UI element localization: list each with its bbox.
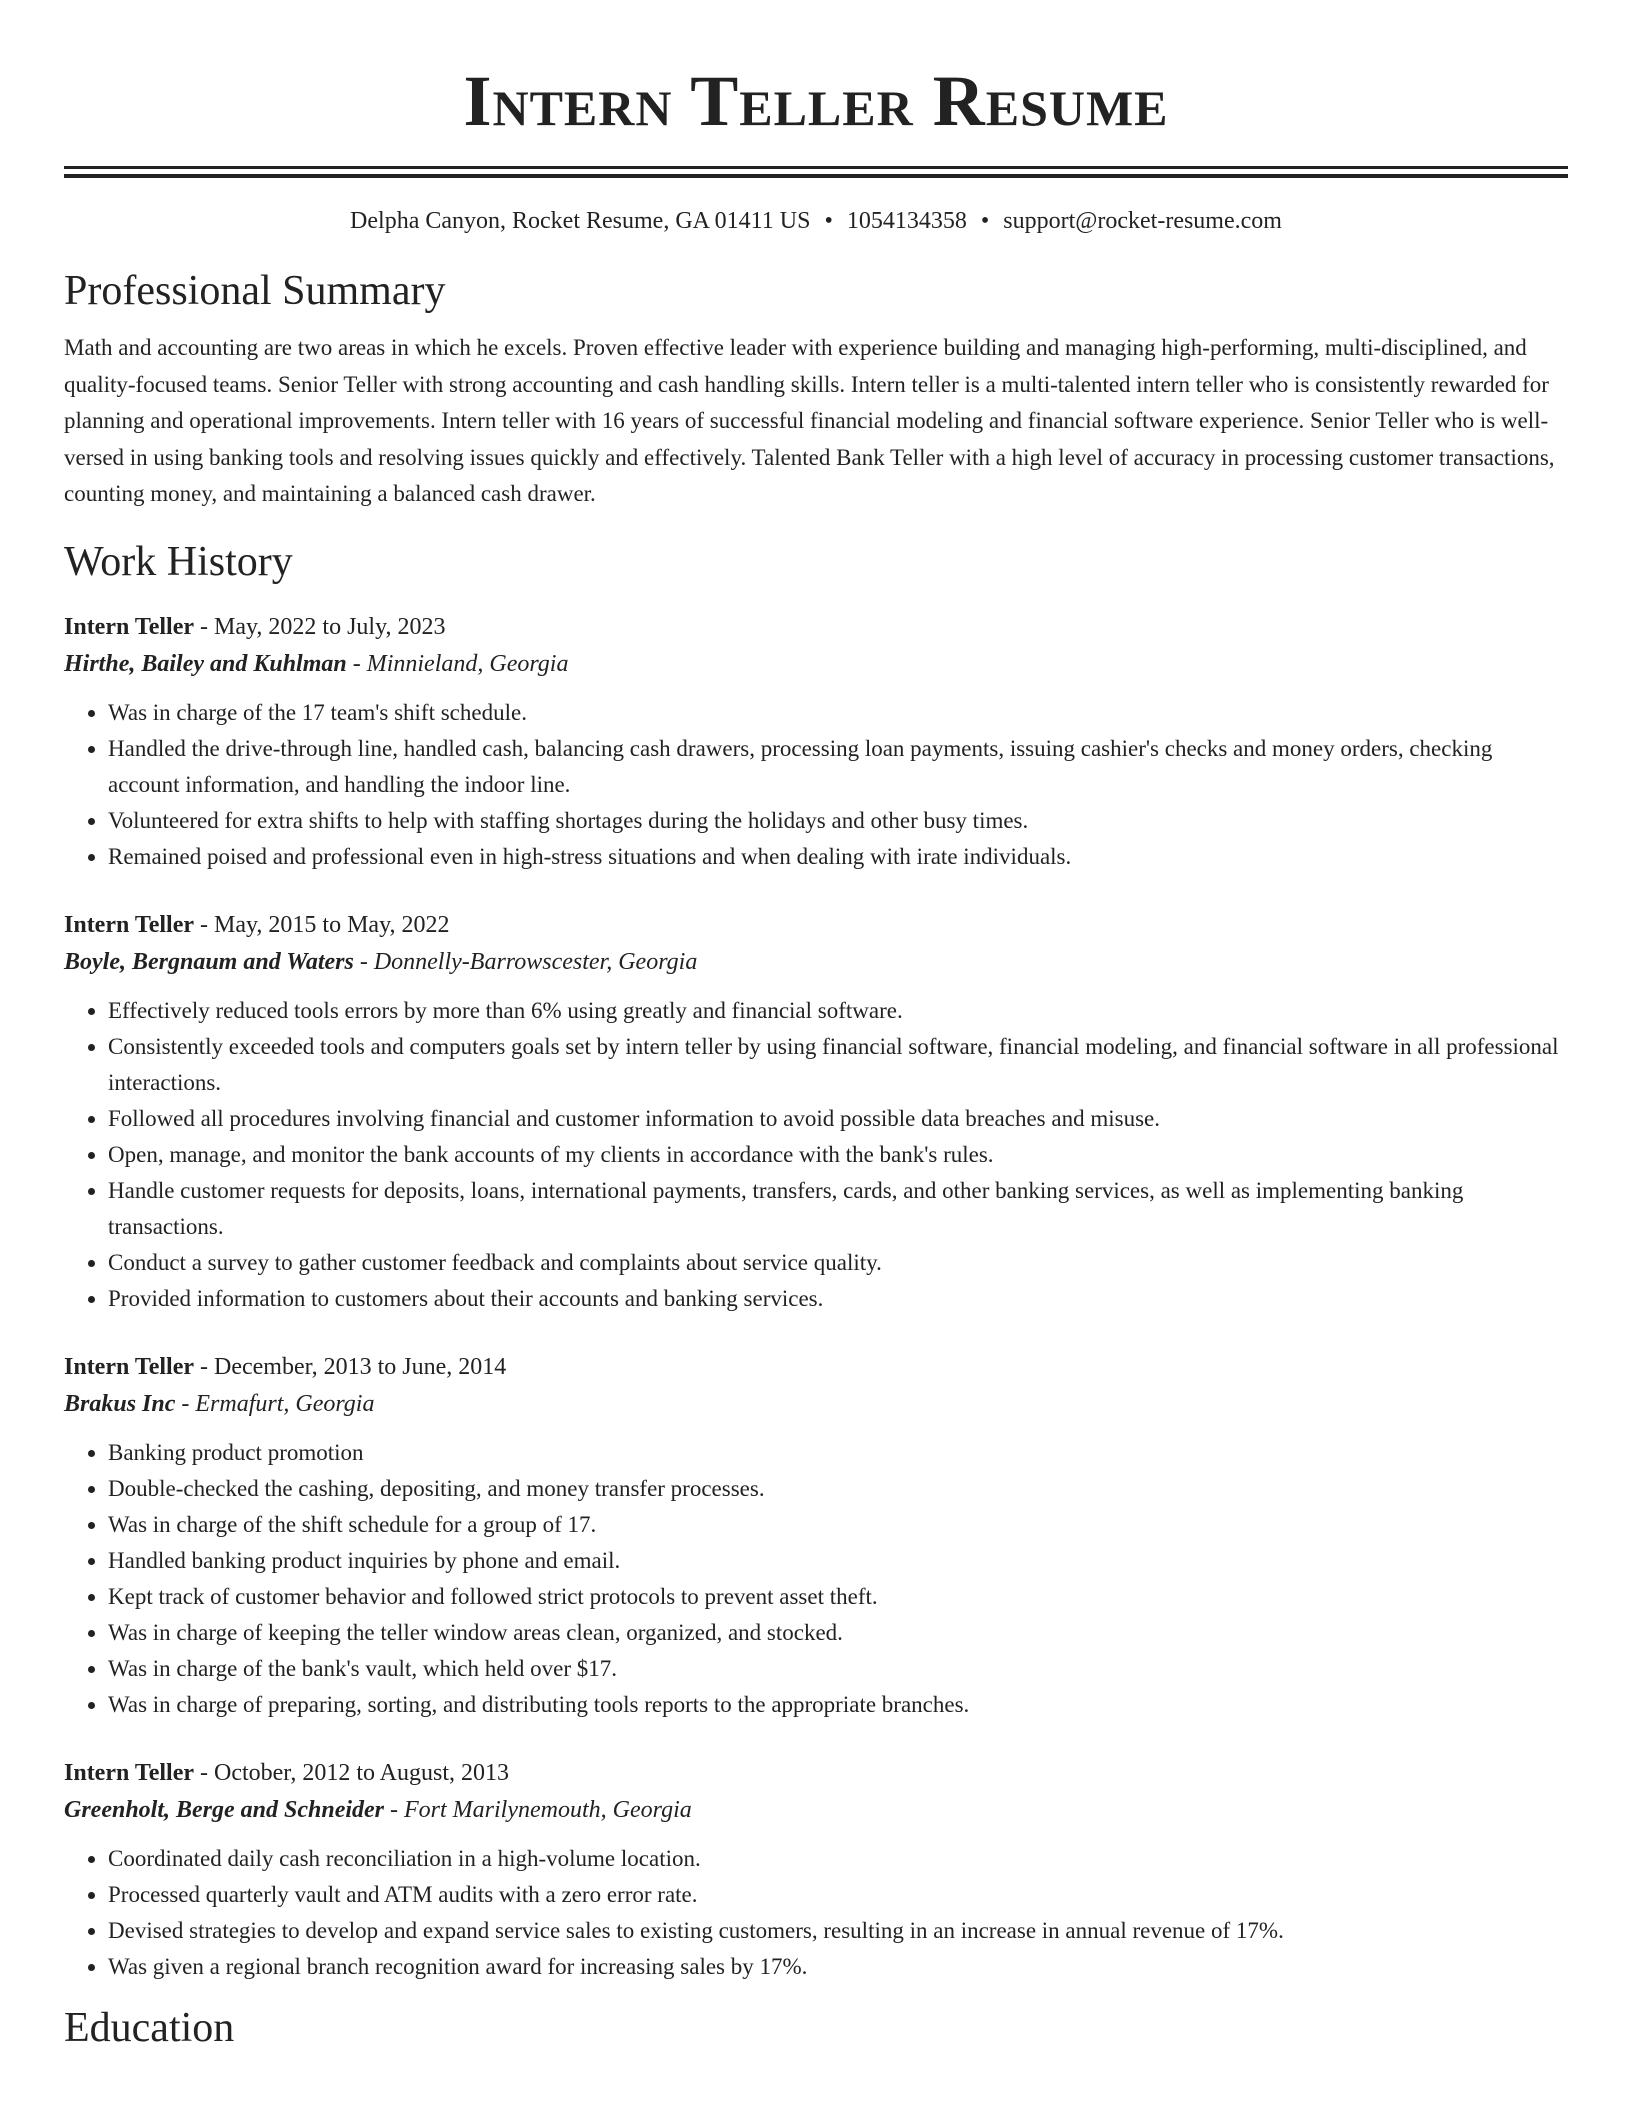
list-item: • Handled the drive-through line, handled cash, balancing cash drawers, processing loan payments, issuing cashier's checks and money orders, checking account information, and handling the indoor line. [108,731,1568,803]
title-rule-top [64,166,1568,169]
job-location: - Minnieland, Georgia [346,650,569,677]
job-role: Intern Teller [64,1353,194,1380]
list-item: • Effectively reduced tools errors by more than 6% using greatly and financial software. [108,993,1568,1029]
job-dates: - December, 2013 to June, 2014 [194,1353,507,1380]
list-item: • Processed quarterly vault and ATM audits with a zero error rate. [108,1877,1568,1913]
list-item: • Was in charge of the shift schedule for a group of 17. [108,1507,1568,1543]
job-entry [64,1755,1568,1985]
job-role: Intern Teller [64,1759,194,1786]
summary-text: Math and accounting are two areas in which he excels. Proven effective leader with experience building and managing high-performing, multi-disciplined, and quality-focused teams. Senior Teller with strong accounting and cash handling skills. Intern teller is a multi-talented intern teller who is consistently rewarded for planning and operational improvements. Intern teller with 16 years of successful financial modeling and financial software experience. Senior Teller who is well-versed in using banking tools and resolving issues quickly and effectively. Talented Bank Teller with a high level of accuracy in processing customer transactions, counting money, and maintaining a balanced cash drawer. [64,335,1555,506]
list-item: • Handle customer requests for deposits, loans, international payments, transfers, cards, and other banking services, as well as implementing banking transactions. [108,1173,1568,1245]
contact-email: support@rocket-resume.com [1003,208,1282,234]
job-company: Brakus Inc [64,1390,176,1417]
job-company-line [64,645,1568,683]
job-title-line [64,609,1568,645]
list-item: • Remained poised and professional even in high-stress situations and when dealing with irate individuals. [108,839,1568,875]
education-heading: Education [64,2004,235,2051]
summary-heading: Professional Summary [64,268,446,314]
job-bullets [64,1435,1568,1723]
list-item: • Conduct a survey to gather customer feedback and complaints about service quality. [108,1245,1568,1281]
list-item: • Was in charge of the bank's vault, which held over $17. [108,1651,1568,1687]
list-item: • Was in charge of keeping the teller window areas clean, organized, and stocked. [108,1615,1568,1651]
job-role: Intern Teller [64,911,194,938]
job-company-line [64,1791,1568,1829]
list-item: • Followed all procedures involving financial and customer information to avoid possible data breaches and misuse. [108,1101,1568,1137]
contact-phone: 1054134358 [846,208,967,234]
job-title-line [64,1349,1568,1385]
job-entry [64,907,1568,1317]
contact-line [64,206,1568,236]
contact-separator: • [980,208,990,234]
list-item: • Handled banking product inquiries by phone and email. [108,1543,1568,1579]
job-bullets [64,1841,1568,1985]
job-location: - Ermafurt, Georgia [175,1390,375,1417]
list-item: • Coordinated daily cash reconciliation in a high-volume location. [108,1841,1568,1877]
job-bullets [64,993,1568,1317]
job-entry [64,1349,1568,1723]
job-bullets [64,695,1568,875]
job-company: Hirthe, Bailey and Kuhlman [64,650,347,677]
job-dates: - May, 2022 to July, 2023 [194,613,446,640]
list-item: • Open, manage, and monitor the bank accounts of my clients in accordance with the bank's rules. [108,1137,1568,1173]
list-item: • Consistently exceeded tools and computers goals set by intern teller by using financial software, financial modeling, and financial software in all professional interactions. [108,1029,1568,1101]
job-location: - Donnelly-Barrowscester, Georgia [353,948,698,975]
job-location: - Fort Marilynemouth, Georgia [384,1796,692,1823]
job-company-line [64,1385,1568,1423]
list-item: • Was given a regional branch recognition award for increasing sales by 17%. [108,1949,1568,1985]
job-entry [64,609,1568,875]
job-dates: - October, 2012 to August, 2013 [194,1759,510,1786]
job-dates: - May, 2015 to May, 2022 [194,911,450,938]
contact-address: Delpha Canyon, Rocket Resume, GA 01411 US [350,208,811,234]
list-item: • Double-checked the cashing, depositing, and money transfer processes. [108,1471,1568,1507]
list-item: • Provided information to customers about their accounts and banking services. [108,1281,1568,1317]
list-item: • Was in charge of preparing, sorting, and distributing tools reports to the appropriate branches. [108,1687,1568,1723]
job-title-line [64,1755,1568,1791]
list-item: • Volunteered for extra shifts to help with staffing shortages during the holidays and other busy times. [108,803,1568,839]
job-company: Boyle, Bergnaum and Waters [64,948,354,975]
job-company: Greenholt, Berge and Schneider [64,1796,385,1823]
list-item: • Banking product promotion [108,1435,1568,1471]
work-history-heading: Work History [64,538,293,585]
title-rule-bottom [64,174,1568,178]
list-item: • Kept track of customer behavior and followed strict protocols to prevent asset theft. [108,1579,1568,1615]
job-role: Intern Teller [64,613,194,640]
job-title-line [64,907,1568,943]
job-company-line [64,943,1568,981]
contact-separator: • [824,208,833,234]
list-item: • Devised strategies to develop and expand service sales to existing customers, resulting in an increase in annual revenue of 17%. [108,1913,1568,1949]
resume-title: Intern Teller Resume [463,61,1169,141]
list-item: • Was in charge of the 17 team's shift schedule. [108,695,1568,731]
